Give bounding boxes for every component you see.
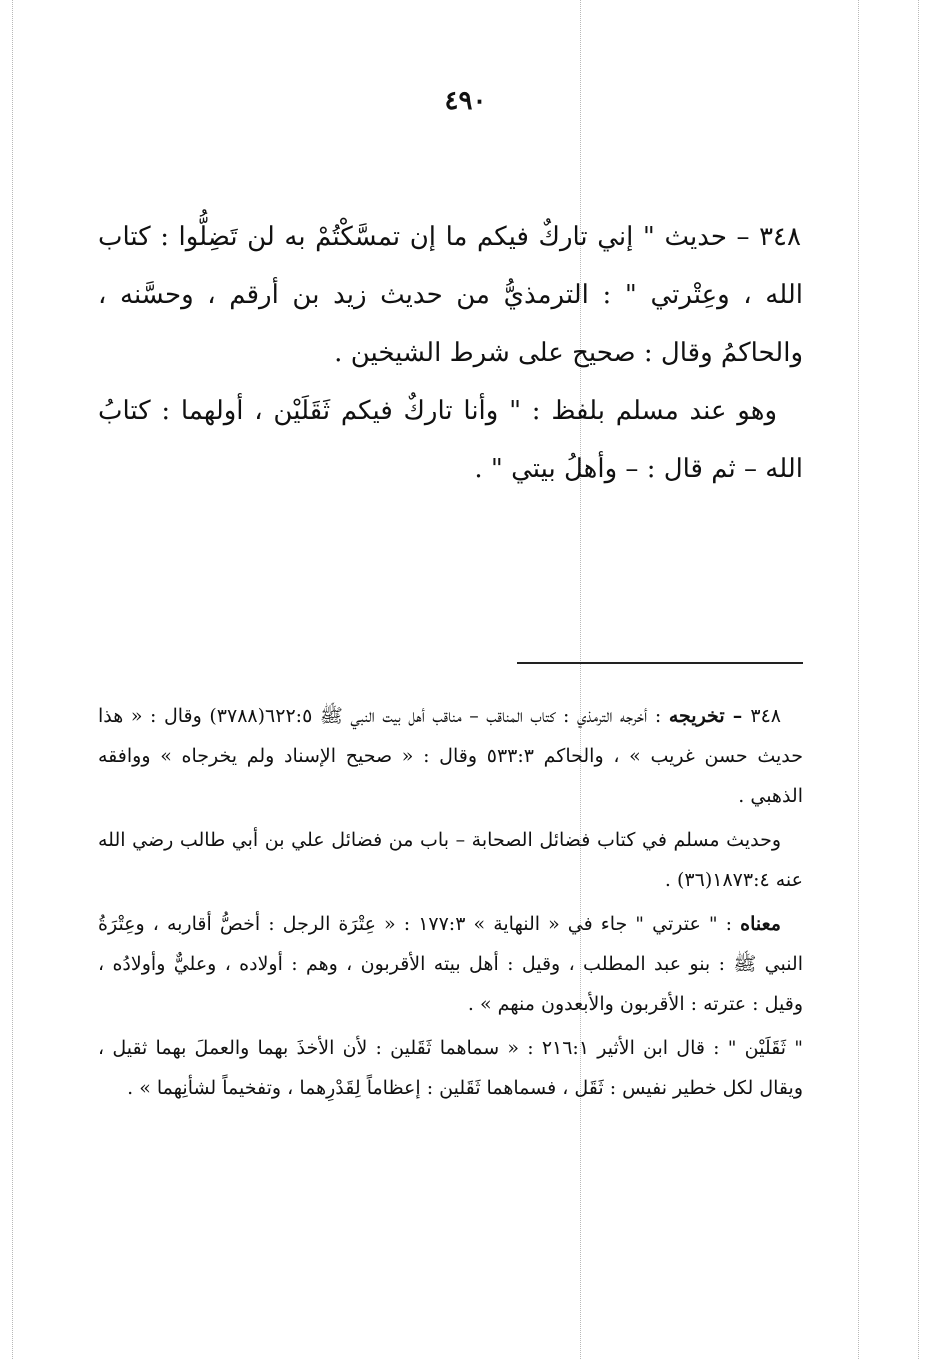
footnote-takhrij-text: : أخرجه الترمذي : كتاب المناقب – مناقب أهل بيت النبي ﷺ ٦٢٢:٥(٣٧٨٨) وقال : « هذا حديث حسن غريب » ، والحاكم ٥٣٣:٣ وقال : « صحيح الإسناد ولم يخرجاه » ووافقه الذهبي . [98,705,804,807]
footnote-meaning [98,904,803,1024]
scan-artifact-line-right [858,0,859,1359]
footnote-label-meaning: معناه [740,913,781,935]
footnote-thaqalayn: " ثَقَلَيْن " : قال ابن الأثير ٢١٦:١ : « سماهما ثَقَلين : لأن الأخذَ بهما والعملَ بهما ثقيل ، ويقال لكل خطير نفيس : ثَقَل ، فسماهما ثَقَلين : إعظاماً لِقَدْرِهما ، وتفخيماً لشأنِهما » . [98,1037,803,1099]
footnote-takhrij [98,696,803,816]
footnote-label-takhrij: – تخريجه [668,705,751,727]
footnote-divider [517,662,803,664]
main-text [98,208,803,498]
page-number: ٤٩٠ [444,86,487,116]
muslim-version-paragraph: وهو عند مسلم بلفظ : " وأنا تاركٌ فيكم ثَقَلَيْن ، أولهما : كتابُ الله – ثم قال : – وأهلُ بيتي " . [98,396,803,484]
hadith-text: – حديث " إني تاركٌ فيكم ما إن تمسَّكْتُمْ به لن تَضِلُّوا : كتاب الله ، وعِتْرتي " : الترمذيُّ من حديث زيد بن أرقم ، وحسَّنه ، والحاكمُ وقال : صحيح على شرط الشيخين . [98,222,803,368]
scan-artifact-line-mid [580,0,581,1359]
hadith-paragraph [98,208,803,382]
scan-artifact-line-edge [918,0,919,1359]
scan-artifact-line-left [12,0,13,1359]
footnotes [98,696,803,1112]
footnote-number: ٣٤٨ [750,705,781,727]
footnote-meaning-text: : " عترتي " جاء في « النهاية » ١٧٧:٣ : « عِتْرَة الرجل : أخصُّ أقاربه ، وعِتْرَةُ النبي ﷺ : بنو عبد المطلب ، وقيل : أهل بيته الأقربون ، وهم : أولاده ، وعليٌّ وأولادُه ، وقيل : عترته : الأقربون والأبعدون منهم » . [98,913,803,1015]
footnote-muslim: وحديث مسلم في كتاب فضائل الصحابة – باب من فضائل علي بن أبي طالب رضي الله عنه ١٨٧٣:٤(٣٦) . [98,829,803,891]
hadith-number: ٣٤٨ [759,222,801,252]
